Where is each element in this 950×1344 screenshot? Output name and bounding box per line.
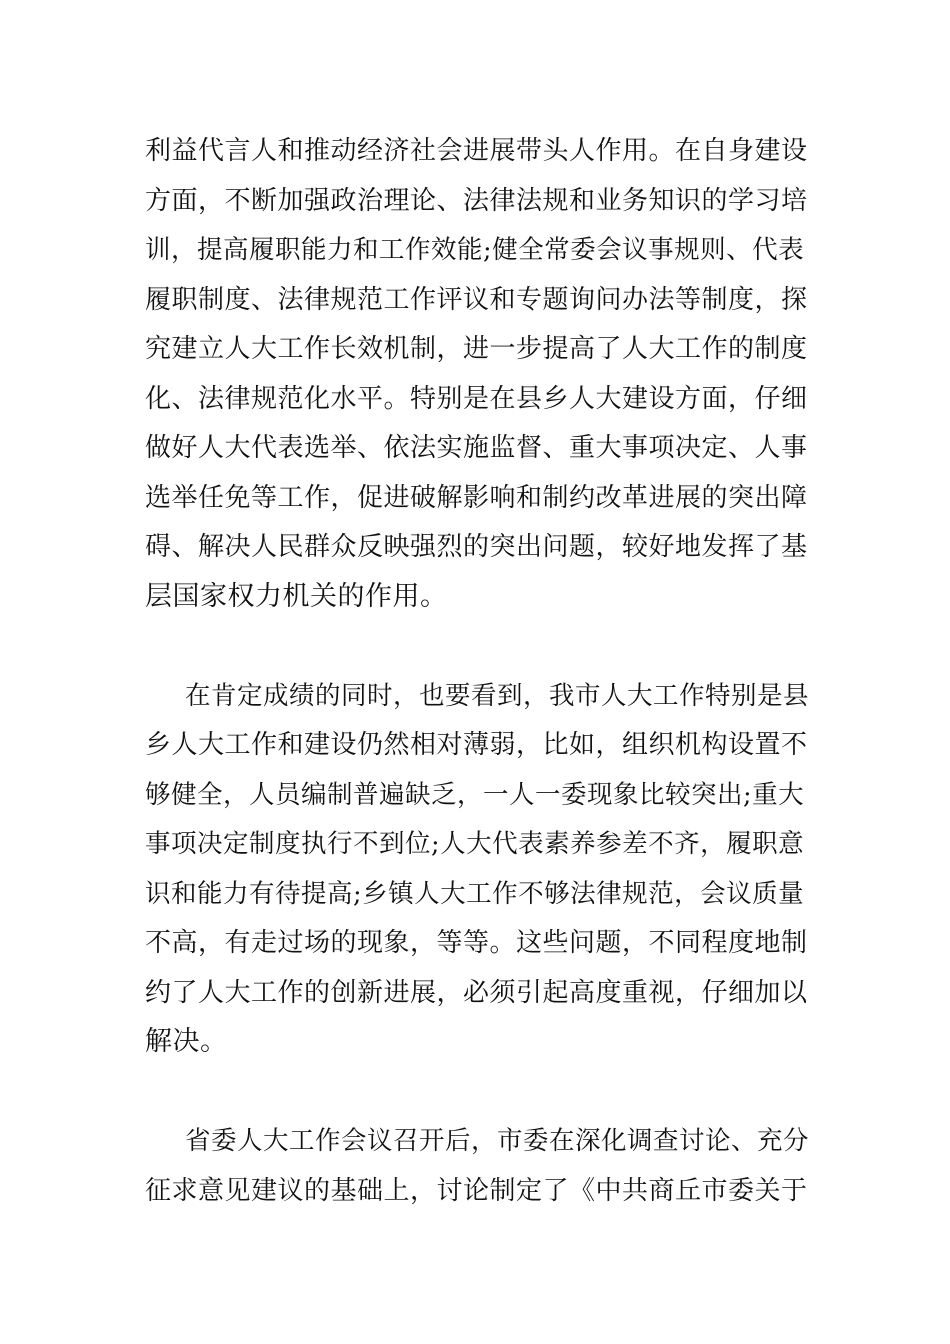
text-line: 履职制度、法律规范工作评议和专题询问办法等制度，探	[145, 285, 808, 315]
text-line: 化、法律规范化水平。特别是在县乡人大建设方面，仔细	[145, 384, 808, 414]
text-line: 层国家权力机关的作用。	[145, 581, 448, 612]
text-line: 碍、解决人民群众反映强烈的突出问题，较好地发挥了基	[145, 532, 808, 562]
text-line: 方面，不断加强政治理论、法律法规和业务知识的学习培	[145, 186, 808, 216]
text-line: 乡人大工作和建设仍然相对薄弱，比如，组织机构设置不	[145, 730, 808, 760]
text-line: 做好人大代表选举、依法实施监督、重大事项决定、人事	[145, 433, 808, 463]
text-line: 究建立人大工作长效机制，进一步提高了人大工作的制度	[145, 334, 808, 364]
text-line: 够健全，人员编制普遍缺乏，一人一委现象比较突出;重大	[145, 780, 805, 810]
text-line: 解决。	[145, 1026, 228, 1057]
text-line: 在肯定成绩的同时，也要看到，我市人大工作特别是县	[185, 681, 810, 711]
text-line: 训，提高履职能力和工作效能;健全常委会议事规则、代表	[145, 235, 805, 265]
text-line: 征求意见建议的基础上，讨论制定了《中共商丘市委关于	[145, 1176, 808, 1206]
text-line: 选举任免等工作，促进破解影响和制约改革进展的突出障	[145, 483, 808, 513]
text-line: 约了人大工作的创新进展，必须引起高度重视，仔细加以	[145, 978, 808, 1008]
text-line: 省委人大工作会议召开后，市委在深化调查讨论、充分	[185, 1126, 810, 1156]
text-line: 事项决定制度执行不到位;人大代表素养参差不齐，履职意	[145, 829, 805, 859]
text-line: 利益代言人和推动经济社会进展带头人作用。在自身建设	[145, 136, 808, 166]
text-line: 识和能力有待提高;乡镇人大工作不够法律规范，会议质量	[145, 879, 805, 909]
text-line: 不高，有走过场的现象，等等。这些问题，不同程度地制	[145, 928, 808, 958]
